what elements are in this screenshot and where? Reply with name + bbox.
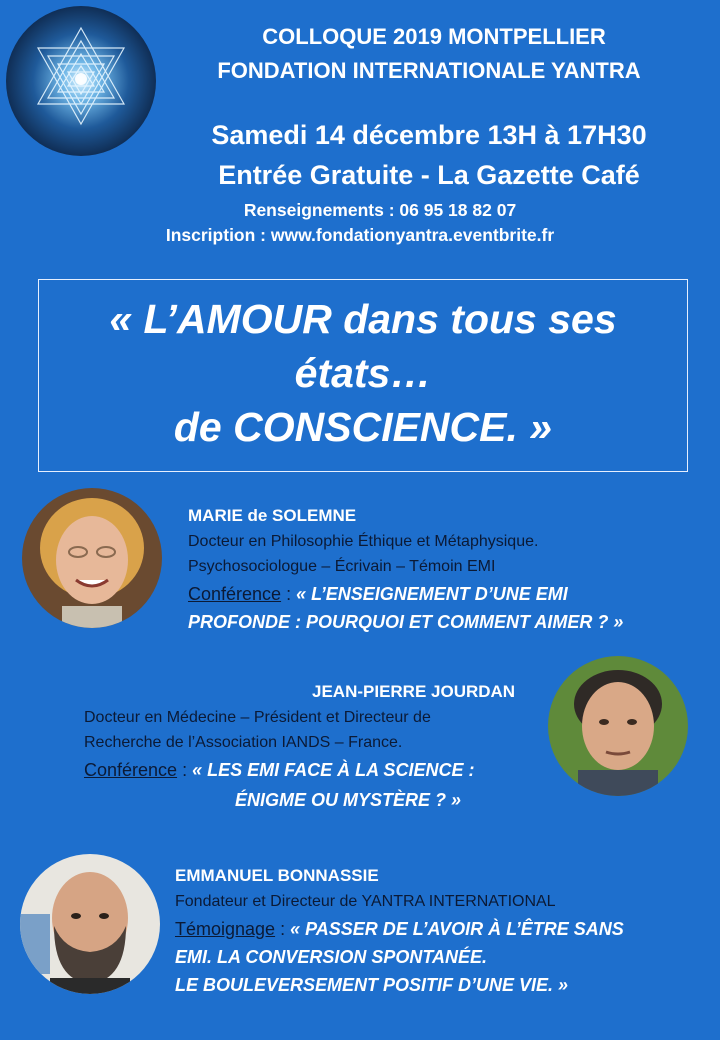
speaker-2-desc-1: Docteur en Médecine – Président et Directeur de	[84, 709, 431, 726]
inscription-link[interactable]: Inscription : www.fondationyantra.eventbrite.fr	[165, 225, 555, 245]
speaker-1-talk	[188, 584, 568, 605]
title-line-2: états…	[294, 350, 432, 396]
speaker-2-name: JEAN-PIERRE JOURDAN	[312, 682, 516, 701]
speaker-1-talk-title-2: PROFONDE : POURQUOI ET COMMENT AIMER ? »	[188, 612, 624, 632]
talk-separator: :	[177, 760, 193, 780]
speaker-2-desc-2: Recherche de l’Association IANDS – France.	[84, 734, 403, 751]
speaker-3-desc-1: Fondateur et Directeur de YANTRA INTERNATIONAL	[175, 893, 556, 910]
talk-type-label: Conférence	[188, 584, 282, 604]
talk-title-1: « L’ENSEIGNEMENT D’UNE EMI	[296, 584, 568, 604]
speaker-3-talk-title-2: EMI. LA CONVERSION SPONTANÉE.	[175, 947, 488, 967]
yantra-logo	[6, 6, 156, 156]
title-line-3: de CONSCIENCE. »	[173, 404, 553, 450]
speaker-1-desc-2: Psychosociologue – Écrivain – Témoin EMI	[188, 558, 496, 575]
contact-phone: Renseignements : 06 95 18 82 07	[243, 200, 517, 220]
title-box	[38, 279, 688, 472]
speaker-1-desc-1: Docteur en Philosophie Éthique et Métaphysique.	[188, 533, 539, 550]
header-line-2: FONDATION INTERNATIONALE YANTRA	[217, 58, 641, 83]
talk-title-1: « PASSER DE L’AVOIR À L’ÊTRE SANS	[290, 919, 624, 939]
speaker-3-talk-title-3: LE BOULEVERSEMENT POSITIF D’UNE VIE. »	[175, 975, 569, 995]
event-date: Samedi 14 décembre 13H à 17H30	[211, 120, 647, 150]
sri-yantra-icon	[6, 6, 156, 156]
speaker-photo-marie	[22, 488, 162, 628]
title-line-1: « L’AMOUR dans tous ses	[109, 296, 617, 342]
portrait-bearded-man-icon	[20, 854, 160, 994]
speaker-2-talk-title-2: ÉNIGME OU MYSTÈRE ? »	[235, 790, 462, 810]
speaker-photo-jean-pierre	[548, 656, 688, 796]
speaker-2-talk	[84, 760, 474, 781]
speaker-3-talk	[175, 919, 624, 940]
portrait-man-icon	[548, 656, 688, 796]
talk-type-label: Témoignage	[175, 919, 276, 939]
talk-type-label: Conférence	[84, 760, 178, 780]
talk-title-1: « LES EMI FACE À LA SCIENCE :	[192, 760, 475, 780]
talk-separator: :	[281, 584, 297, 604]
event-entry: Entrée Gratuite - La Gazette Café	[218, 160, 640, 190]
speaker-photo-emmanuel	[20, 854, 160, 994]
header-line-1: COLLOQUE 2019 MONTPELLIER	[262, 24, 606, 49]
portrait-woman-icon	[22, 488, 162, 628]
speaker-1-name: MARIE de SOLEMNE	[188, 506, 357, 525]
talk-separator: :	[275, 919, 291, 939]
speaker-3-name: EMMANUEL BONNASSIE	[175, 866, 379, 885]
